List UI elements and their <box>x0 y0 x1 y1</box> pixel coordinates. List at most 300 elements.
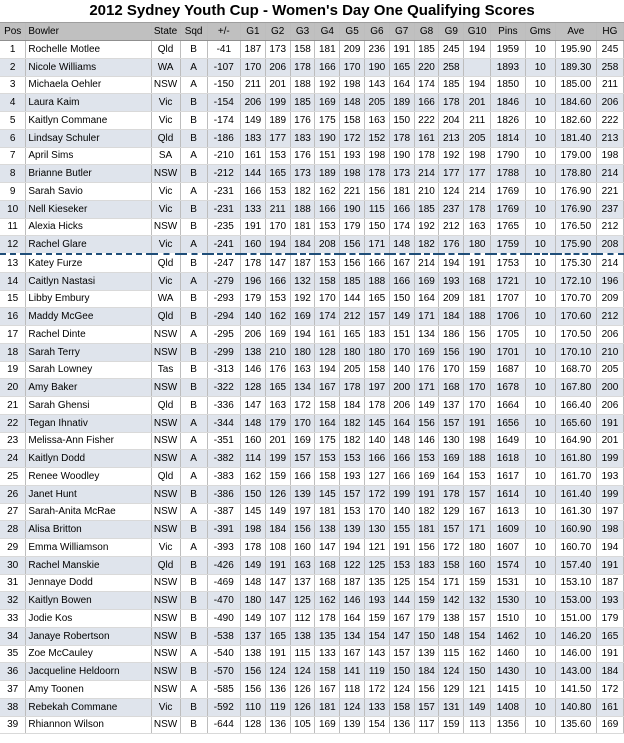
table-cell: B <box>180 521 207 539</box>
table-cell: -570 <box>207 663 240 681</box>
table-cell: 205 <box>464 129 491 147</box>
table-cell: 10 <box>525 379 555 397</box>
table-cell <box>464 58 491 76</box>
table-cell: 171 <box>414 308 439 326</box>
table-cell: 201 <box>265 76 290 94</box>
table-cell: 175.90 <box>555 236 596 254</box>
table-cell: 10 <box>525 574 555 592</box>
table-cell: 195.90 <box>555 41 596 59</box>
table-cell: 163 <box>290 556 315 574</box>
table-cell: 212 <box>596 218 623 236</box>
table-cell: 1814 <box>491 129 526 147</box>
table-cell: 136 <box>389 716 414 734</box>
table-cell: 10 <box>525 308 555 326</box>
table-cell: 1656 <box>491 414 526 432</box>
table-cell: -154 <box>207 94 240 112</box>
table-cell: 170 <box>464 397 491 415</box>
table-cell: 10 <box>525 254 555 272</box>
table-cell: 162 <box>241 468 266 486</box>
table-cell: 182 <box>290 183 315 201</box>
table-cell: 191 <box>596 645 623 663</box>
table-cell: 181 <box>290 218 315 236</box>
table-cell: -322 <box>207 379 240 397</box>
table-cell: 153 <box>340 503 365 521</box>
table-cell: 157 <box>414 698 439 716</box>
table-cell: 154 <box>365 627 390 645</box>
table-cell: 172 <box>365 485 390 503</box>
table-cell: Lindsay Schuler <box>26 129 151 147</box>
table-cell: 1510 <box>491 610 526 628</box>
table-cell: 177 <box>464 165 491 183</box>
table-cell: 196 <box>241 272 266 290</box>
table-cell: 193 <box>340 147 365 165</box>
table-cell: 24 <box>0 450 26 468</box>
table-cell: 31 <box>0 574 26 592</box>
table-cell: 16 <box>0 308 26 326</box>
table-cell: 156 <box>340 254 365 272</box>
table-cell: 191 <box>414 485 439 503</box>
table-cell: A <box>180 681 207 699</box>
table-cell: 176 <box>439 236 464 254</box>
table-cell: 181 <box>464 290 491 308</box>
table-cell: 153 <box>340 450 365 468</box>
table-cell: 183 <box>290 129 315 147</box>
table-cell: B <box>180 218 207 236</box>
column-header: Sqd <box>180 23 207 41</box>
table-cell: 192 <box>439 147 464 165</box>
table-cell: 206 <box>241 94 266 112</box>
table-cell: 10 <box>525 485 555 503</box>
table-cell: Qld <box>151 556 180 574</box>
table-cell: 1721 <box>491 272 526 290</box>
table-cell: 12 <box>0 236 26 254</box>
table-row <box>0 716 624 734</box>
table-cell: 20 <box>0 379 26 397</box>
table-cell: 204 <box>439 112 464 130</box>
table-row <box>0 147 624 165</box>
table-cell: 214 <box>414 165 439 183</box>
table-cell: NSW <box>151 379 180 397</box>
table-cell: 199 <box>389 485 414 503</box>
table-cell: 1790 <box>491 147 526 165</box>
table-cell: -150 <box>207 76 240 94</box>
table-cell: 140.80 <box>555 698 596 716</box>
table-cell: 10 <box>525 556 555 574</box>
table-cell: 10 <box>525 397 555 415</box>
table-cell: B <box>180 698 207 716</box>
table-cell: Rebekah Commane <box>26 698 151 716</box>
table-cell: -41 <box>207 41 240 59</box>
table-cell: Qld <box>151 397 180 415</box>
table-cell: 163 <box>290 361 315 379</box>
table-row <box>0 361 624 379</box>
table-cell: 170 <box>365 503 390 521</box>
table-cell: 181 <box>414 521 439 539</box>
table-cell: 162 <box>315 183 340 201</box>
table-cell: 172 <box>290 397 315 415</box>
table-cell: -186 <box>207 129 240 147</box>
table-cell: Jacqueline Heldoorn <box>26 663 151 681</box>
table-cell: Vic <box>151 183 180 201</box>
table-cell: 191 <box>596 556 623 574</box>
column-header: Pos <box>0 23 26 41</box>
table-cell: A <box>180 236 207 254</box>
table-cell: 198 <box>241 521 266 539</box>
table-cell: 200 <box>596 379 623 397</box>
table-cell: Sarah Savio <box>26 183 151 201</box>
table-cell: B <box>180 379 207 397</box>
table-cell: 169 <box>439 450 464 468</box>
table-cell: 169 <box>315 94 340 112</box>
table-cell: 206 <box>596 326 623 344</box>
table-cell: 180 <box>464 236 491 254</box>
table-cell: 137 <box>439 397 464 415</box>
table-cell: 124 <box>265 663 290 681</box>
table-cell: -235 <box>207 218 240 236</box>
sheet-title: 2012 Sydney Youth Cup - Women's Day One Qualifying Scores <box>0 0 624 23</box>
table-cell: 156 <box>414 414 439 432</box>
table-cell: 138 <box>290 627 315 645</box>
table-row <box>0 663 624 681</box>
table-cell: NSW <box>151 343 180 361</box>
table-cell: 3 <box>0 76 26 94</box>
table-cell: 174 <box>389 218 414 236</box>
table-cell: 5 <box>0 112 26 130</box>
table-cell: 32 <box>0 592 26 610</box>
table-cell: 176.90 <box>555 183 596 201</box>
table-cell: 115 <box>439 645 464 663</box>
table-cell: 135 <box>365 574 390 592</box>
table-cell: 160.90 <box>555 521 596 539</box>
table-cell: 148 <box>241 574 266 592</box>
table-cell: 133 <box>315 645 340 663</box>
table-cell: 1701 <box>491 343 526 361</box>
table-cell: 176 <box>265 361 290 379</box>
table-cell: 198 <box>464 432 491 450</box>
table-cell: 191 <box>241 218 266 236</box>
table-cell: 169 <box>290 432 315 450</box>
table-cell: 38 <box>0 698 26 716</box>
table-cell: 141 <box>340 663 365 681</box>
table-cell: Maddy McGee <box>26 308 151 326</box>
table-cell: 185 <box>340 272 365 290</box>
table-cell: 206 <box>241 326 266 344</box>
table-cell: 108 <box>265 539 290 557</box>
table-cell: 199 <box>265 94 290 112</box>
table-cell: April Sims <box>26 147 151 165</box>
table-cell: 10 <box>525 645 555 663</box>
table-cell: 153 <box>315 450 340 468</box>
table-cell: 1609 <box>491 521 526 539</box>
table-cell: Sarah Lowney <box>26 361 151 379</box>
table-cell: 168 <box>439 379 464 397</box>
table-cell: -241 <box>207 236 240 254</box>
table-cell: NSW <box>151 218 180 236</box>
table-cell: 193 <box>340 468 365 486</box>
table-cell: 158 <box>315 272 340 290</box>
table-cell: 156 <box>340 236 365 254</box>
table-cell: A <box>180 326 207 344</box>
table-cell: 140 <box>365 432 390 450</box>
table-cell: 193 <box>596 592 623 610</box>
table-cell: 156 <box>439 343 464 361</box>
table-cell: 185 <box>414 200 439 218</box>
table-cell: 1 <box>0 41 26 59</box>
table-cell: 205 <box>365 94 390 112</box>
table-cell: B <box>180 112 207 130</box>
table-cell: 10 <box>525 521 555 539</box>
table-cell: 147 <box>265 574 290 592</box>
table-cell: 177 <box>439 165 464 183</box>
table-cell: 198 <box>596 147 623 165</box>
table-row <box>0 76 624 94</box>
table-cell: Emma Williamson <box>26 539 151 557</box>
table-cell: 169 <box>414 343 439 361</box>
table-cell: Vic <box>151 200 180 218</box>
table-cell: 144 <box>241 165 266 183</box>
table-cell: 178 <box>464 200 491 218</box>
table-cell: 198 <box>596 521 623 539</box>
table-cell: 149 <box>241 112 266 130</box>
table-cell: Qld <box>151 308 180 326</box>
table-cell: 10 <box>525 716 555 734</box>
table-cell: Vic <box>151 236 180 254</box>
table-cell: -383 <box>207 468 240 486</box>
table-cell: 197 <box>365 379 390 397</box>
table-cell: 178 <box>241 254 266 272</box>
table-cell: NSW <box>151 450 180 468</box>
table-cell: 125 <box>290 592 315 610</box>
column-header: G1 <box>241 23 266 41</box>
table-cell: 119 <box>265 698 290 716</box>
table-cell: 192 <box>414 218 439 236</box>
table-cell: 211 <box>464 112 491 130</box>
table-cell: 166 <box>265 272 290 290</box>
table-cell: 139 <box>290 485 315 503</box>
table-cell: 144 <box>389 592 414 610</box>
table-row <box>0 308 624 326</box>
table-cell: 162 <box>265 308 290 326</box>
table-row <box>0 503 624 521</box>
table-cell: 1678 <box>491 379 526 397</box>
table-cell: 158 <box>290 41 315 59</box>
table-cell: 170 <box>340 58 365 76</box>
table-cell: Amy Baker <box>26 379 151 397</box>
table-row <box>0 112 624 130</box>
table-cell: 119 <box>365 663 390 681</box>
table-cell: 166 <box>389 468 414 486</box>
table-cell: 209 <box>439 290 464 308</box>
table-cell: 213 <box>596 129 623 147</box>
table-cell: 211 <box>265 200 290 218</box>
table-cell: Vic <box>151 112 180 130</box>
table-cell: 1613 <box>491 503 526 521</box>
table-cell: 1614 <box>491 485 526 503</box>
table-cell: -344 <box>207 414 240 432</box>
table-cell: 149 <box>389 308 414 326</box>
table-cell: 182 <box>414 236 439 254</box>
table-cell: Alexia Hicks <box>26 218 151 236</box>
table-cell: Janaye Robertson <box>26 627 151 645</box>
table-cell: B <box>180 716 207 734</box>
table-cell: 179 <box>265 414 290 432</box>
table-cell: 145 <box>315 485 340 503</box>
table-cell: 113 <box>464 716 491 734</box>
table-cell: 10 <box>525 432 555 450</box>
table-cell: 194 <box>315 361 340 379</box>
table-cell: 171 <box>439 574 464 592</box>
table-cell: 155 <box>389 521 414 539</box>
table-cell: 180 <box>464 539 491 557</box>
table-cell: 201 <box>265 432 290 450</box>
table-cell: 165 <box>265 165 290 183</box>
table-row <box>0 200 624 218</box>
table-cell: 192 <box>315 76 340 94</box>
table-cell: 169 <box>414 272 439 290</box>
table-row <box>0 698 624 716</box>
table-cell: A <box>180 450 207 468</box>
table-cell: 245 <box>596 41 623 59</box>
table-row <box>0 326 624 344</box>
table-cell: Rhiannon Wilson <box>26 716 151 734</box>
header-row <box>0 23 624 41</box>
column-header: G5 <box>340 23 365 41</box>
table-cell: 150 <box>389 112 414 130</box>
table-cell: 35 <box>0 645 26 663</box>
table-cell: SA <box>151 147 180 165</box>
table-cell: 114 <box>241 450 266 468</box>
table-cell: 183 <box>241 129 266 147</box>
table-cell: 171 <box>414 379 439 397</box>
table-cell: 184 <box>265 521 290 539</box>
table-cell: 170 <box>290 414 315 432</box>
table-cell: 138 <box>439 610 464 628</box>
table-cell: -426 <box>207 556 240 574</box>
table-cell: 154 <box>414 574 439 592</box>
table-cell: 165.60 <box>555 414 596 432</box>
table-cell: 148 <box>439 627 464 645</box>
table-cell: Alisa Britton <box>26 521 151 539</box>
table-cell: Vic <box>151 94 180 112</box>
table-row <box>0 94 624 112</box>
table-cell: B <box>180 165 207 183</box>
table-cell: 147 <box>265 592 290 610</box>
table-cell: 194 <box>290 326 315 344</box>
table-cell: 191 <box>389 41 414 59</box>
table-cell: 176 <box>414 361 439 379</box>
table-cell: 178 <box>365 397 390 415</box>
table-cell: 158 <box>439 556 464 574</box>
table-cell: 194 <box>464 76 491 94</box>
table-cell: -490 <box>207 610 240 628</box>
table-cell: Vic <box>151 698 180 716</box>
table-row <box>0 627 624 645</box>
table-cell: 23 <box>0 432 26 450</box>
table-cell: 146.00 <box>555 645 596 663</box>
table-cell: 135.60 <box>555 716 596 734</box>
table-cell: 179 <box>241 290 266 308</box>
table-cell: 175 <box>315 432 340 450</box>
table-row <box>0 272 624 290</box>
table-cell: 173 <box>290 165 315 183</box>
table-cell: 10 <box>525 539 555 557</box>
table-cell: 153 <box>265 290 290 308</box>
table-cell: 121 <box>365 539 390 557</box>
table-cell: 10 <box>525 112 555 130</box>
table-cell: 162 <box>464 645 491 663</box>
table-cell: 184 <box>414 663 439 681</box>
table-cell: 170 <box>439 361 464 379</box>
table-cell: 161.70 <box>555 468 596 486</box>
table-cell: 212 <box>340 308 365 326</box>
table-cell: 133 <box>241 200 266 218</box>
table-cell: 170.60 <box>555 308 596 326</box>
table-cell: -585 <box>207 681 240 699</box>
table-cell: 148 <box>340 94 365 112</box>
table-row <box>0 290 624 308</box>
table-cell: 159 <box>265 468 290 486</box>
table-row <box>0 574 624 592</box>
table-cell: 1707 <box>491 290 526 308</box>
table-cell: 1618 <box>491 450 526 468</box>
table-cell: NSW <box>151 485 180 503</box>
table-cell: 1959 <box>491 41 526 59</box>
table-cell: 156 <box>464 326 491 344</box>
table-cell: 8 <box>0 165 26 183</box>
table-cell: B <box>180 397 207 415</box>
table-cell: 166 <box>290 468 315 486</box>
table-cell: 156 <box>290 521 315 539</box>
table-cell: 191 <box>464 254 491 272</box>
table-cell: 165 <box>389 58 414 76</box>
table-cell: 137 <box>290 574 315 592</box>
table-cell: 163 <box>365 112 390 130</box>
table-cell: 158 <box>315 663 340 681</box>
table-cell: 150 <box>414 627 439 645</box>
table-cell: 128 <box>241 379 266 397</box>
table-cell: 164.90 <box>555 432 596 450</box>
column-header: G7 <box>389 23 414 41</box>
table-cell: 144 <box>340 290 365 308</box>
table-cell: A <box>180 147 207 165</box>
table-cell: 179 <box>340 218 365 236</box>
table-cell: 147 <box>241 397 266 415</box>
table-cell: 151.00 <box>555 610 596 628</box>
table-cell: 163 <box>464 218 491 236</box>
table-row <box>0 129 624 147</box>
table-cell: -231 <box>207 183 240 201</box>
table-cell: 179 <box>596 610 623 628</box>
table-cell: 160 <box>464 556 491 574</box>
table-cell: 214 <box>464 183 491 201</box>
table-cell: B <box>180 254 207 272</box>
table-cell: 161 <box>241 147 266 165</box>
table-cell: 22 <box>0 414 26 432</box>
table-cell: 211 <box>596 76 623 94</box>
table-cell: Tas <box>151 361 180 379</box>
table-cell: -538 <box>207 627 240 645</box>
table-cell: 1687 <box>491 361 526 379</box>
table-cell: 167 <box>389 254 414 272</box>
table-cell: 160.70 <box>555 539 596 557</box>
table-cell: 190 <box>464 343 491 361</box>
table-row <box>0 539 624 557</box>
table-cell: 1574 <box>491 556 526 574</box>
table-cell: Rachel Manskie <box>26 556 151 574</box>
table-cell: 197 <box>596 503 623 521</box>
table-cell: 132 <box>464 592 491 610</box>
table-cell: -336 <box>207 397 240 415</box>
